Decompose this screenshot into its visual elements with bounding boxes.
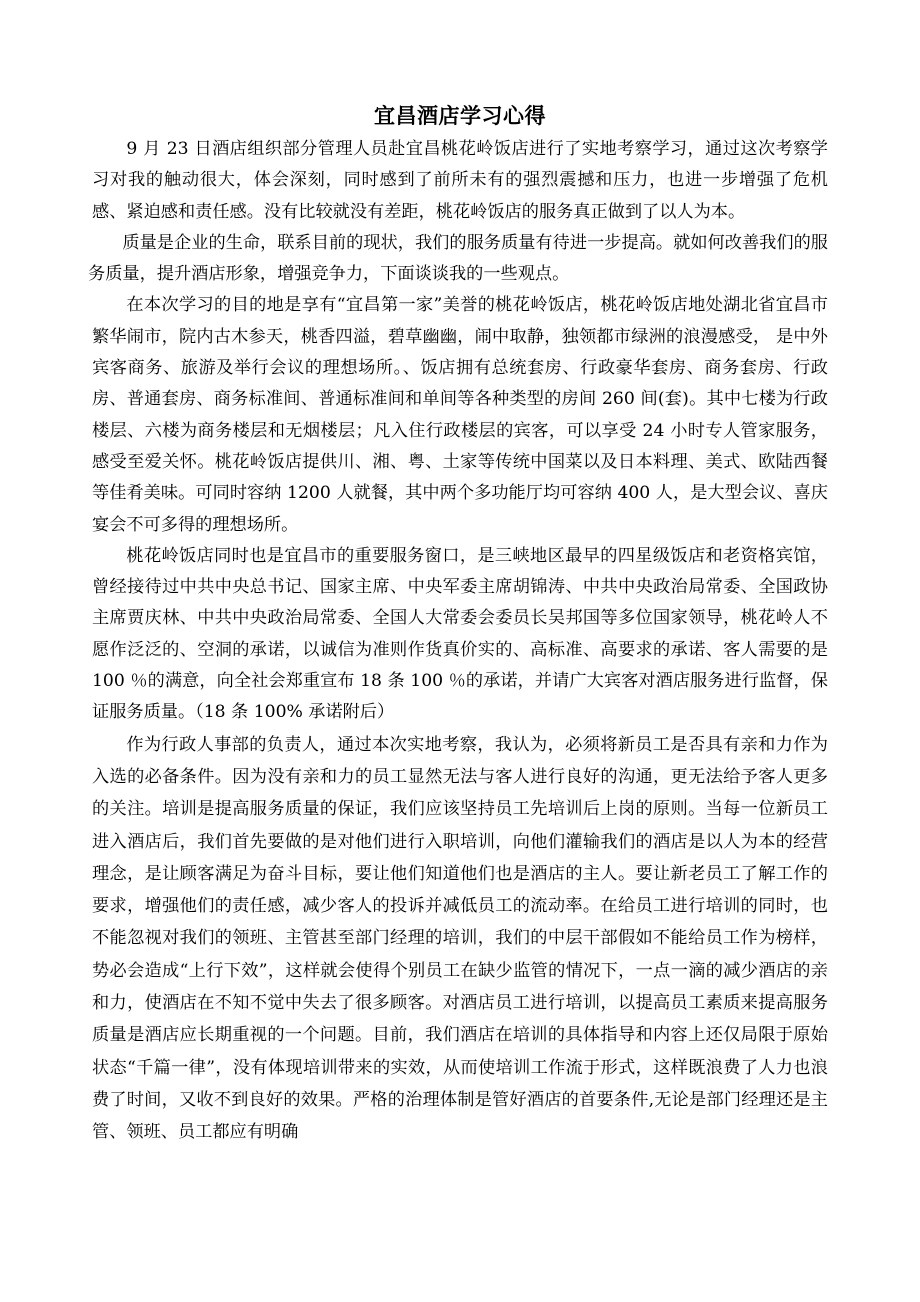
paragraph-service-quality: 质量是企业的生命，联系目前的现状，我们的服务质量有待进一步提高。就如何改善我们的服务质量，提升酒店形象，增强竞争力，下面谈谈我的一些观点。 — [88, 232, 828, 285]
document-title: 宜昌酒店学习心得 — [374, 104, 546, 128]
paragraph-hotel-introduction: 在本次学习的目的地是享有“宜昌第一家”美誉的桃花岭饭店，桃花岭饭店地处湖北省宜昌市繁华闹市，院内古木参天，桃香四溢，碧草幽幽，闹中取静，独领都市绿洲的浪漫感受， 是中外宾客商务、旅游及举行会议的理想场所。、饭店拥有总统套房、行政豪华套房、商务套房、行政房、普通套房、商务标准间、普通标准间和单间等各种类型的房间 260 间(套)。其中七楼为行政楼层、六楼为商务楼层和无烟楼层；凡入住行政楼层的宾客，可以享受 24 小时专人管家服务，感受至爱关怀。桃花岭饭店提供川、湘、粤、土家等传统中国菜以及日本料理、美式、欧陆西餐等佳肴美味。可同时容纳 1200 人就餐，其中两个多功能厅均可容纳 400 人，是大型会议、喜庆宴会不可多得的理想场所。 — [92, 295, 828, 535]
paragraph-visit-summary: 9 月 23 日酒店组织部分管理人员赴宜昌桃花岭饭店进行了实地考察学习，通过这次考察学习对我的触动很大，体会深刻，同时感到了前所未有的强烈震撼和压力，也进一步增强了危机感、紧迫感和责任感。没有比较就没有差距，桃花岭饭店的服务真正做到了以人为本。 — [92, 139, 828, 222]
paragraph-staff-training: 作为行政人事部的负责人，通过本次实地考察，我认为，必须将新员工是否具有亲和力作为入选的必备条件。因为没有亲和力的员工显然无法与客人进行良好的沟通，更无法给予客人更多的关注。培训是提高服务质量的保证，我们应该坚持员工先培训后上岗的原则。当每一位新员工进入酒店后，我们首先要做的是对他们进行入职培训，向他们灌输我们的酒店是以人为本的经营理念，是让顾客满足为奋斗目标，要让他们知道他们也是酒店的主人。要让新老员工了解工作的要求，增强他们的责任感，减少客人的投诉并减低员工的流动率。在给员工进行培训的同时，也不能忽视对我们的领班、主管甚至部门经理的培训，我们的中层干部假如不能给员工作为榜样，势必会造成“上行下效”，这样就会使得个别员工在缺少监管的情况下，一点一滴的减少酒店的亲和力，使酒店在不知不觉中失去了很多顾客。对酒店员工进行培训，以提高员工素质来提高服务质量是酒店应长期重视的一个问题。目前，我们酒店在培训的具体指导和内容上还仅局限于原始状态“千篇一律”，没有体现培训带来的实效，从而使培训工作流于形式，这样既浪费了人力也浪费了时间，又收不到良好的效果。严格的治理体制是管好酒店的首要条件,无论是部门经理还是主管、领班、员工都应有明确 — [92, 734, 828, 1143]
document-page — [88, 98, 828, 1149]
paragraph-service-commitment: 桃花岭饭店同时也是宜昌市的重要服务窗口，是三峡地区最早的四星级饭店和老资格宾馆，曾经接待过中共中央总书记、国家主席、中央军委主席胡锦涛、中共中央政治局常委、全国政协主席贾庆林、中共中央政治局常委、全国人大常委会委员长吴邦国等多位国家领导，桃花岭人不愿作泛泛的、空洞的承诺，以诚信为准则作货真价实的、高标准、高要求的承诺、客人需要的是 100 ％的满意，向全社会郑重宣布 18 条 100 ％的承诺，并请广大宾客对酒店服务进行监督，保证服务质量。（18 条 100% 承诺附后） — [92, 545, 828, 723]
